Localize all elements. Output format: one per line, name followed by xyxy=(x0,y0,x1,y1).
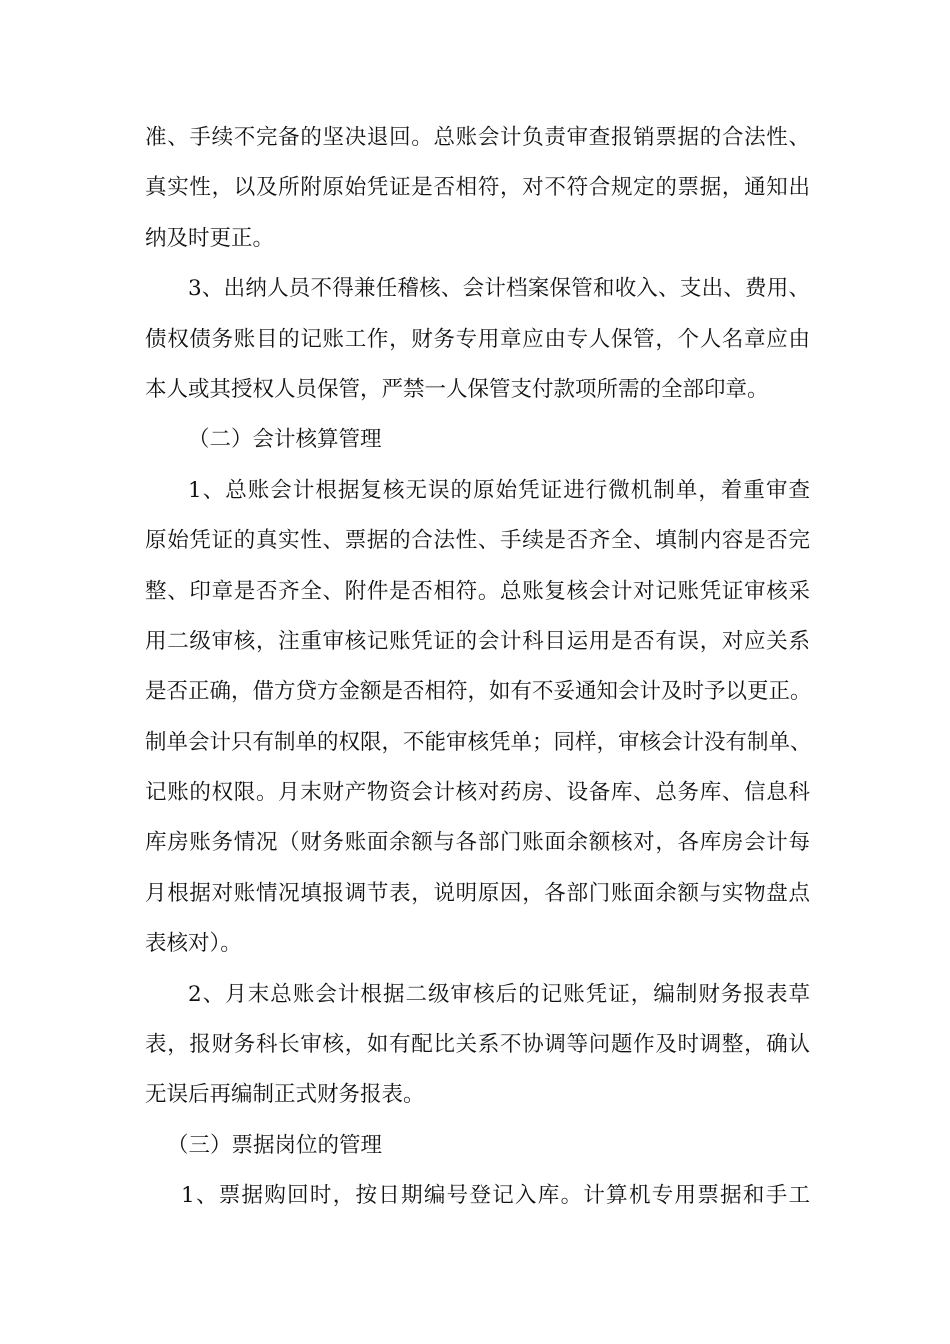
text-line: 2、月末总账会计根据二级审核后的记账凭证，编制财务报表草 xyxy=(188,981,810,1007)
text-line: 记账的权限。月末财产物资会计核对药房、设备库、总务库、信息科 xyxy=(145,780,810,806)
section-heading-2 xyxy=(145,415,810,465)
paragraph-item-1 xyxy=(145,466,810,970)
paragraph-item-3 xyxy=(145,264,810,415)
paragraph-continuation xyxy=(145,113,810,264)
text-line: 月根据对账情况填报调节表，说明原因，各部门账面余额与实物盘点 xyxy=(145,880,810,906)
text-line: 用二级审核，注重审核记账凭证的会计科目运用是否有误，对应关系 xyxy=(145,628,810,654)
text-line: 库房账务情况（财务账面余额与各部门账面余额核对，各库房会计每 xyxy=(145,830,810,856)
text-line: 1、票据购回时，按日期编号登记入库。计算机专用票据和手工 xyxy=(181,1183,810,1209)
text-line: 是否正确，借方贷方金额是否相符，如有不妥通知会计及时予以更正。 xyxy=(145,679,812,705)
text-line: 整、印章是否齐全、附件是否相符。总账复核会计对记账凭证审核采 xyxy=(145,578,810,604)
text-line: 准、手续不完备的坚决退回。总账会计负责审查报销票据的合法性、 xyxy=(145,125,810,150)
heading-text: （三）票据岗位的管理 xyxy=(167,1132,383,1158)
text-line: 债权债务账目的记账工作，财务专用章应由专人保管，个人名章应由 xyxy=(145,326,810,352)
text-line: 表核对）。 xyxy=(145,931,242,957)
text-line: 本人或其授权人员保管，严禁一人保管支付款项所需的全部印章。 xyxy=(145,376,769,402)
section-heading-3 xyxy=(145,1121,810,1171)
text-line: 制单会计只有制单的权限，不能审核凭单；同样，审核会计没有制单、 xyxy=(145,729,812,755)
text-line: 真实性，以及所附原始凭证是否相符，对不符合规定的票据，通知出 xyxy=(145,175,810,201)
text-line: 原始凭证的真实性、票据的合法性、手续是否齐全、填制内容是否完 xyxy=(145,528,810,554)
text-line: 3、出纳人员不得兼任稽核、会计档案保管和收入、支出、费用、 xyxy=(188,276,810,302)
text-line: 1、总账会计根据复核无误的原始凭证进行微机制单，着重审查 xyxy=(188,477,810,503)
text-line: 表，报财务科长审核，如有配比关系不协调等问题作及时调整，确认 xyxy=(145,1032,810,1058)
paragraph-item-2 xyxy=(145,970,810,1121)
text-line: 无误后再编制正式财务报表。 xyxy=(145,1082,425,1108)
document-body xyxy=(145,113,810,1222)
text-line: 纳及时更正。 xyxy=(145,225,275,251)
heading-text: （二）会计核算管理 xyxy=(188,427,382,453)
paragraph-item-1-tickets xyxy=(145,1171,810,1221)
